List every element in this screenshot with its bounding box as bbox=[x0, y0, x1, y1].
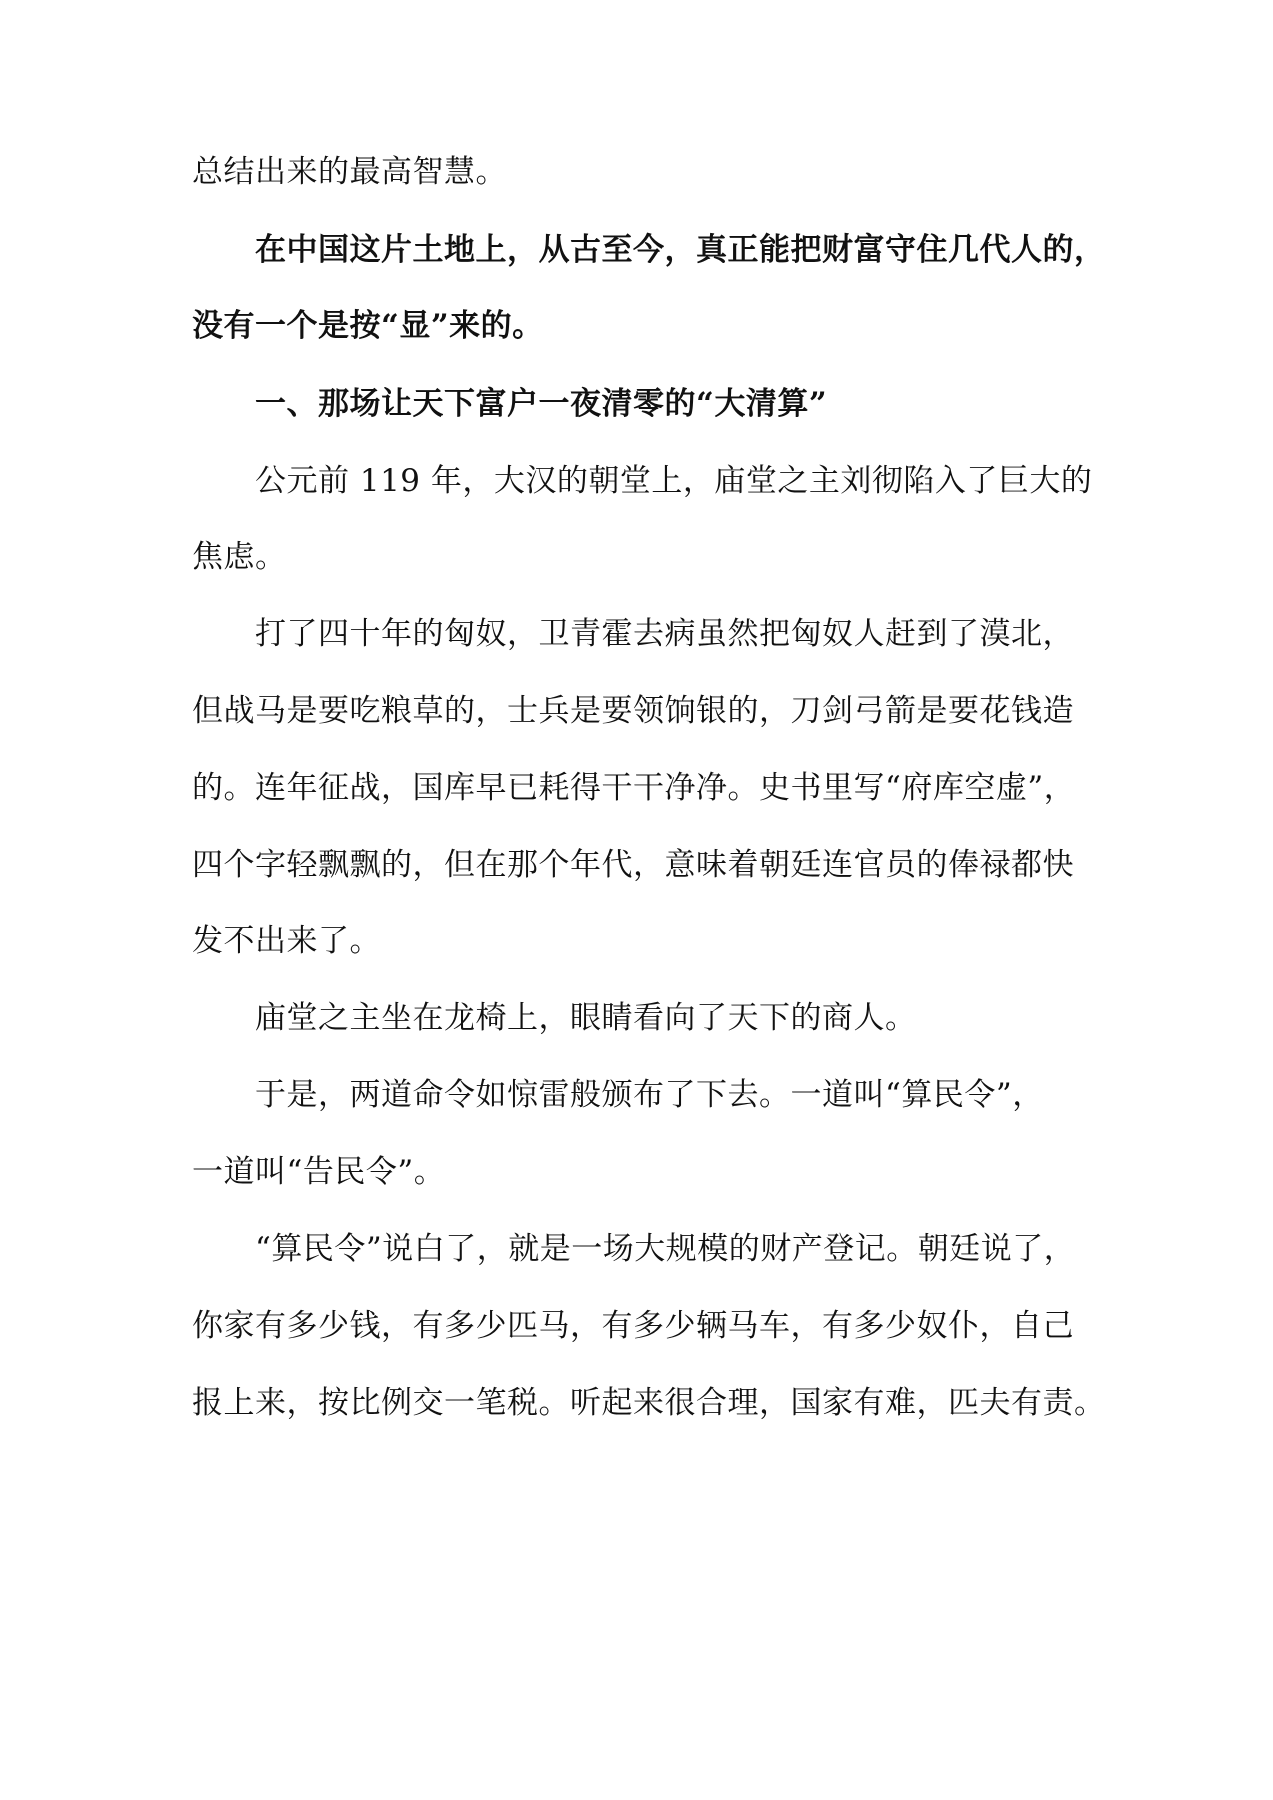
section-heading: 一、那场让天下富户一夜清零的“大清算” bbox=[255, 386, 828, 422]
text-line: 你家有多少钱，有多少匹马，有多少辆马车，有多少奴仆，自己 bbox=[192, 1308, 1074, 1344]
text-line: “算民令”说白了，就是一场大规模的财产登记。朝廷说了， bbox=[255, 1231, 1076, 1267]
text-line: 四个字轻飘飘的，但在那个年代，意味着朝廷连官员的俸禄都快 bbox=[192, 847, 1074, 883]
text-line: 于是，两道命令如惊雷般颁布了下去。一道叫“算民令”， bbox=[255, 1077, 1044, 1113]
text-line: 但战马是要吃粮草的，士兵是要领饷银的，刀剑弓箭是要花钱造 bbox=[192, 693, 1074, 729]
bold-paragraph-line: 在中国这片土地上，从古至今，真正能把财富守住几代人的， bbox=[255, 232, 1106, 268]
text-line: 总结出来的最高智慧。 bbox=[192, 154, 507, 190]
text-line: 报上来，按比例交一笔税。听起来很合理，国家有难，匹夫有责。 bbox=[192, 1385, 1106, 1421]
text-line: 发不出来了。 bbox=[192, 923, 381, 959]
text-line: 的。连年征战，国库早已耗得干干净净。史书里写“府库空虚”， bbox=[192, 770, 1076, 806]
text-line: 一道叫“告民令”。 bbox=[192, 1154, 446, 1190]
text-line: 打了四十年的匈奴，卫青霍去病虽然把匈奴人赶到了漠北， bbox=[255, 616, 1074, 652]
text-line: 公元前 119 年，大汉的朝堂上，庙堂之主刘彻陷入了巨大的 bbox=[255, 463, 1093, 499]
bold-paragraph-line: 没有一个是按“显”来的。 bbox=[192, 308, 544, 344]
text-line: 庙堂之主坐在龙椅上，眼睛看向了天下的商人。 bbox=[255, 1000, 917, 1036]
text-line: 焦虑。 bbox=[192, 539, 287, 575]
